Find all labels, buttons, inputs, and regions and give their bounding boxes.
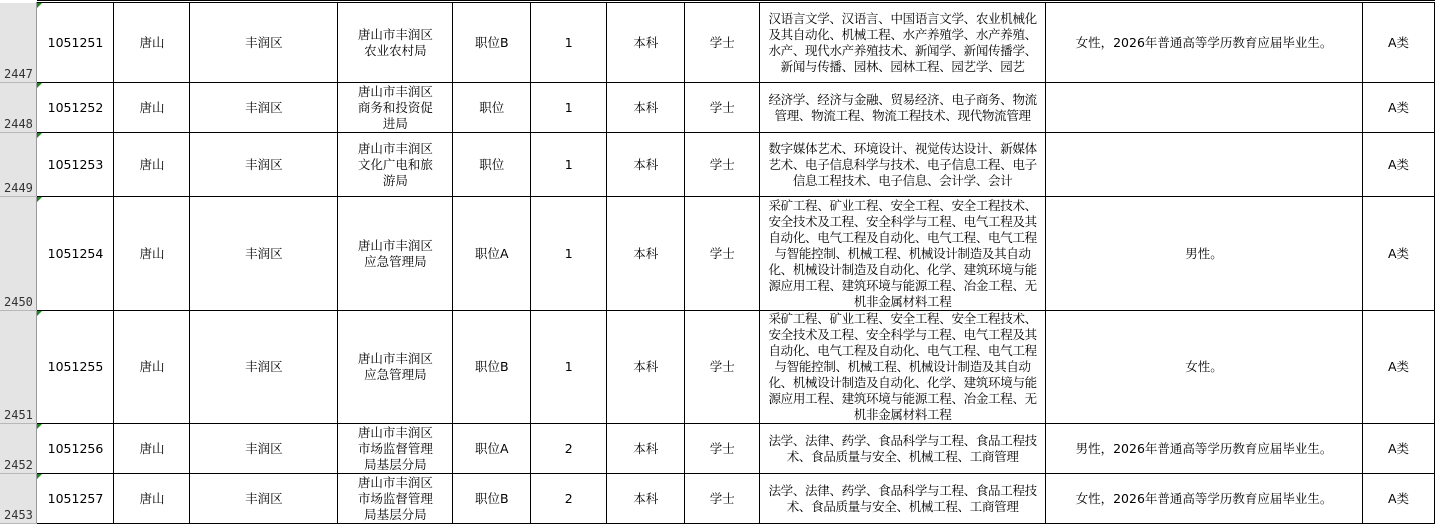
cell-city[interactable]: 唐山 (114, 197, 190, 311)
cell-city[interactable]: 唐山 (114, 83, 190, 133)
cell-city[interactable]: 唐山 (114, 424, 190, 474)
cell-major[interactable]: 法学、法律、药学、食品科学与工程、食品工程技术、食品质量与安全、机械工程、工商管理 (760, 424, 1046, 474)
cell-other[interactable] (1046, 133, 1363, 197)
cell-code[interactable]: 1051256 (37, 424, 114, 474)
cell-city[interactable]: 唐山 (114, 311, 190, 424)
cell-city[interactable]: 唐山 (114, 3, 190, 83)
cell-education[interactable]: 本科 (607, 3, 685, 83)
cell-other[interactable]: 女性。 (1046, 311, 1363, 424)
cell-count[interactable]: 1 (531, 83, 607, 133)
cell-major[interactable]: 采矿工程、矿业工程、安全工程、安全工程技术、安全技术及工程、安全科学与工程、电气工程及其自动化、电气工程及自动化、电气工程、电气工程与智能控制、机械工程、机械设计制造及其自动化、机械设计制造及自动化、化学、建筑环境与能源应用工程、建筑环境与能源工程、冶金工程、无机非金属材料工程 (760, 197, 1046, 311)
cell-major[interactable]: 法学、法律、药学、食品科学与工程、食品工程技术、食品质量与安全、机械工程、工商管理 (760, 474, 1046, 524)
cell-education[interactable]: 本科 (607, 474, 685, 524)
cell-education[interactable]: 本科 (607, 83, 685, 133)
cell-education[interactable]: 本科 (607, 133, 685, 197)
cell-other[interactable]: 男性。 (1046, 197, 1363, 311)
cell-unit[interactable]: 唐山市丰润区文化广电和旅游局 (338, 133, 453, 197)
cell-code[interactable]: 1051252 (37, 83, 114, 133)
cell-category[interactable]: A类 (1362, 83, 1434, 133)
row-header[interactable]: 2450 (0, 197, 37, 311)
table-row (0, 133, 1435, 197)
cell-education[interactable]: 本科 (607, 311, 685, 424)
cell-unit[interactable]: 唐山市丰润区应急管理局 (338, 311, 453, 424)
cell-city[interactable]: 唐山 (114, 133, 190, 197)
row-header[interactable]: 2447 (0, 3, 37, 83)
cell-major[interactable]: 采矿工程、矿业工程、安全工程、安全工程技术、安全技术及工程、安全科学与工程、电气工程及其自动化、电气工程及自动化、电气工程、电气工程与智能控制、机械工程、机械设计制造及其自动化、机械设计制造及自动化、化学、建筑环境与能源应用工程、建筑环境与能源工程、冶金工程、无机非金属材料工程 (760, 311, 1046, 424)
cell-position[interactable]: 职位 (453, 133, 531, 197)
cell-district[interactable]: 丰润区 (190, 197, 338, 311)
table-row (0, 424, 1435, 474)
cell-major[interactable]: 汉语言文学、汉语言、中国语言文学、农业机械化及其自动化、机械工程、水产养殖学、水产养殖、水产、现代水产养殖技术、新闻学、新闻传播学、新闻与传播、园林、园林工程、园艺学、园艺 (760, 3, 1046, 83)
cell-district[interactable]: 丰润区 (190, 83, 338, 133)
cell-position[interactable]: 职位B (453, 3, 531, 83)
cell-major[interactable]: 经济学、经济与金融、贸易经济、电子商务、物流管理、物流工程、物流工程技术、现代物流管理 (760, 83, 1046, 133)
cell-education[interactable]: 本科 (607, 197, 685, 311)
cell-degree[interactable]: 学士 (685, 197, 760, 311)
cell-unit[interactable]: 唐山市丰润区市场监督管理局基层分局 (338, 424, 453, 474)
cell-degree[interactable]: 学士 (685, 3, 760, 83)
table-row (0, 474, 1435, 524)
cell-count[interactable]: 2 (531, 474, 607, 524)
table-row (0, 83, 1435, 133)
cell-district[interactable]: 丰润区 (190, 474, 338, 524)
cell-category[interactable]: A类 (1362, 197, 1434, 311)
cell-district[interactable]: 丰润区 (190, 133, 338, 197)
cell-other[interactable]: 女性，2026年普通高等学历教育应届毕业生。 (1046, 3, 1363, 83)
cell-code[interactable]: 1051253 (37, 133, 114, 197)
row-header[interactable]: 2451 (0, 311, 37, 424)
cell-degree[interactable]: 学士 (685, 83, 760, 133)
cell-category[interactable]: A类 (1362, 474, 1434, 524)
cell-other[interactable] (1046, 83, 1363, 133)
cell-category[interactable]: A类 (1362, 424, 1434, 474)
cell-education[interactable]: 本科 (607, 424, 685, 474)
table-row (0, 3, 1435, 83)
cell-code[interactable]: 1051254 (37, 197, 114, 311)
cell-unit[interactable]: 唐山市丰润区市场监督管理局基层分局 (338, 474, 453, 524)
cell-count[interactable]: 1 (531, 3, 607, 83)
cell-category[interactable]: A类 (1362, 133, 1434, 197)
table-row (0, 197, 1435, 311)
cell-category[interactable]: A类 (1362, 3, 1434, 83)
cell-degree[interactable]: 学士 (685, 474, 760, 524)
cell-city[interactable]: 唐山 (114, 474, 190, 524)
cell-position[interactable]: 职位A (453, 197, 531, 311)
row-header[interactable]: 2449 (0, 133, 37, 197)
row-header[interactable]: 2453 (0, 474, 37, 524)
cell-district[interactable]: 丰润区 (190, 424, 338, 474)
cell-position[interactable]: 职位B (453, 474, 531, 524)
cell-unit[interactable]: 唐山市丰润区应急管理局 (338, 197, 453, 311)
cell-position[interactable]: 职位 (453, 83, 531, 133)
cell-major[interactable]: 数字媒体艺术、环境设计、视觉传达设计、新媒体艺术、电子信息科学与技术、电子信息工程、电子信息工程技术、电子信息、会计学、会计 (760, 133, 1046, 197)
cell-degree[interactable]: 学士 (685, 133, 760, 197)
cell-district[interactable]: 丰润区 (190, 3, 338, 83)
cell-code[interactable]: 1051257 (37, 474, 114, 524)
cell-count[interactable]: 1 (531, 133, 607, 197)
cell-count[interactable]: 1 (531, 311, 607, 424)
spreadsheet-grid (0, 2, 1435, 524)
table-row (0, 311, 1435, 424)
row-header[interactable]: 2452 (0, 424, 37, 474)
cell-category[interactable]: A类 (1362, 311, 1434, 424)
cell-unit[interactable]: 唐山市丰润区农业农村局 (338, 3, 453, 83)
cell-code[interactable]: 1051251 (37, 3, 114, 83)
cell-code[interactable]: 1051255 (37, 311, 114, 424)
cell-degree[interactable]: 学士 (685, 424, 760, 474)
cell-unit[interactable]: 唐山市丰润区商务和投资促进局 (338, 83, 453, 133)
cell-position[interactable]: 职位B (453, 311, 531, 424)
cell-position[interactable]: 职位A (453, 424, 531, 474)
row-header[interactable]: 2448 (0, 83, 37, 133)
cell-district[interactable]: 丰润区 (190, 311, 338, 424)
cell-other[interactable]: 女性，2026年普通高等学历教育应届毕业生。 (1046, 474, 1363, 524)
cell-count[interactable]: 1 (531, 197, 607, 311)
cell-other[interactable]: 男性，2026年普通高等学历教育应届毕业生。 (1046, 424, 1363, 474)
cell-degree[interactable]: 学士 (685, 311, 760, 424)
cell-count[interactable]: 2 (531, 424, 607, 474)
